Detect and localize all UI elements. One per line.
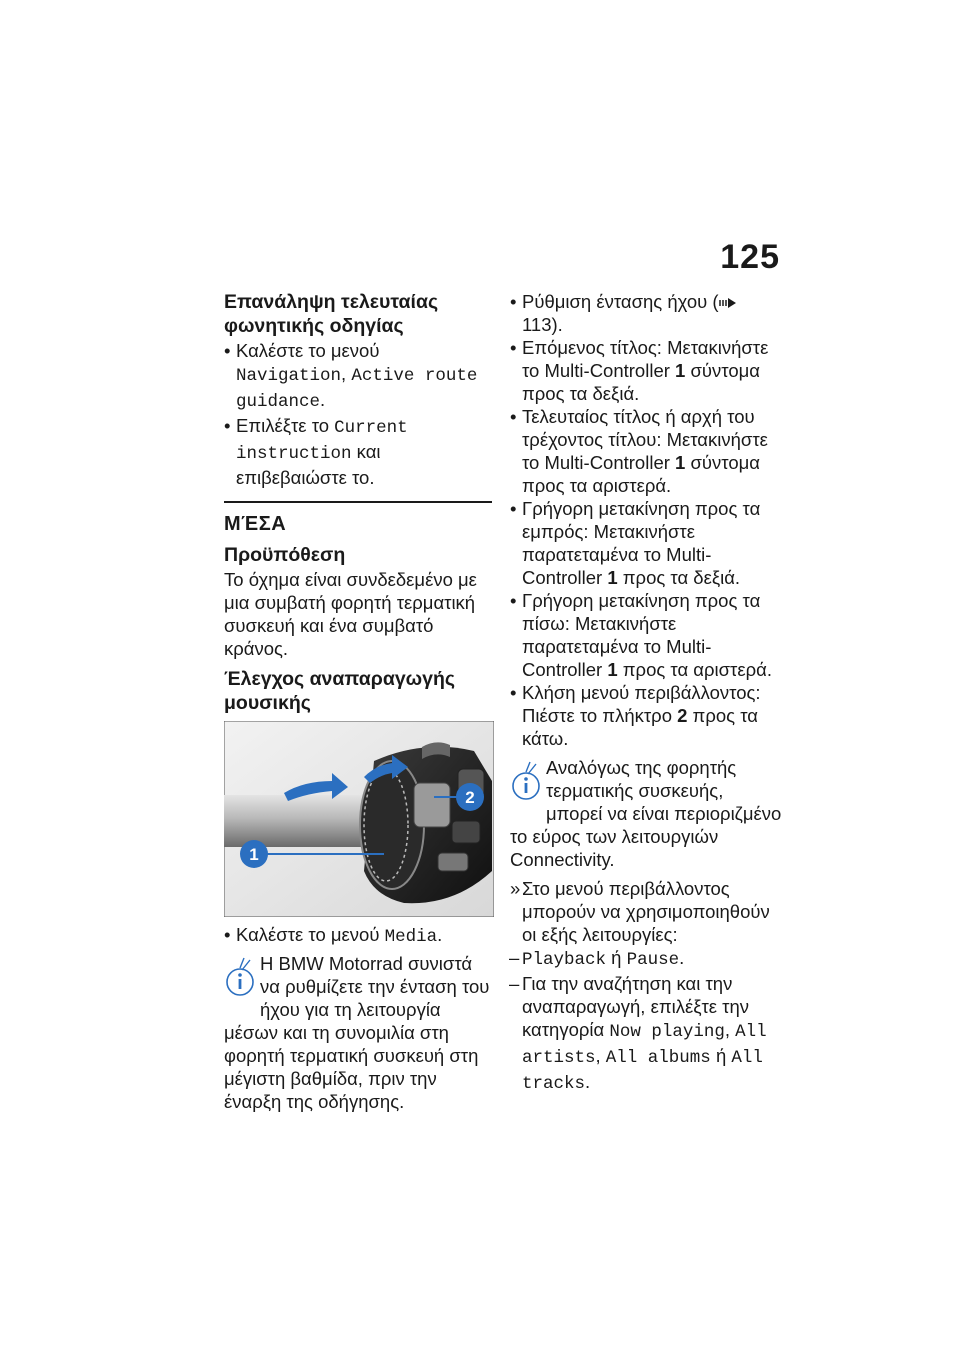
- handlebar-control-photo: [224, 721, 494, 917]
- list-item: • Καλέστε το μενού Media.: [224, 923, 492, 949]
- info-note: Η BMW Motorrad συνιστά να ρυθμίζετε την ένταση του ήχου για τη λειτουργία μέσων και τη συνομιλία στη φορητή τερματική συσκευή στη μέγιστη βαθμίδα, πριν την έναρξη της οδήγησης.: [224, 952, 492, 1113]
- list-item: • Κλήση μενού περιβάλλοντος: Πιέστε το πλήκτρο 2 προς τα κάτω.: [510, 681, 782, 750]
- list-item: – Playback ή Pause.: [510, 946, 782, 972]
- music-heading: Έλεγχος αναπαραγωγής μουσικής: [224, 668, 456, 714]
- list-item: • Καλέστε το μενού Navigation, Active route guidance.: [224, 339, 492, 414]
- list-item: • Γρήγορη μετακίνηση προς τα εμπρός: Μετακινήστε παρατεταμένα το Multi-Controller 1 προς τα δεξιά.: [510, 497, 782, 589]
- callout-2: 2: [465, 788, 475, 807]
- left-column: [224, 290, 492, 1117]
- prereq-text: Το όχημα είναι συνδεδεμένο με μια συμβατή φορητή τερματική συσκευή και ένα συμβατό κράνος.: [224, 569, 477, 659]
- right-column: [510, 290, 782, 1096]
- callout-1: 1: [249, 845, 259, 864]
- section-title: ΜΈΣΑ: [224, 513, 287, 535]
- prereq-heading: Προϋπόθεση: [224, 544, 346, 566]
- info-note: Αναλόγως της φορητής τερματικής συσκευής, μπορεί να είναι περιοριζμένο το εύρος των λειτουργιών Connectivity.: [510, 756, 782, 871]
- info-icon: [506, 760, 542, 804]
- page-number: 125: [720, 238, 780, 276]
- list-item: • Γρήγορη μετακίνηση προς τα πίσω: Μετακινήστε παρατεταμένα το Multi-Controller 1 προς τα αριστερά.: [510, 589, 782, 681]
- list-item: – Για την αναζήτηση και την αναπαραγωγή, επιλέξτε την κατηγορία Now playing, All artists, All albums ή All tracks.: [510, 972, 782, 1096]
- repeat-heading: Επανάληψη τελευταίας φωνητικής οδηγίας: [224, 291, 439, 337]
- list-item: • Ρύθμιση έντασης ήχου ( 113).: [510, 290, 782, 336]
- page-reference-icon: [719, 297, 737, 309]
- list-item: » Στο μενού περιβάλλοντος μπορούν να χρησιμοποιηθούν οι εξής λειτουργίες:: [510, 877, 782, 946]
- list-item: • Επιλέξτε το Current instruction και επιβεβαιώστε το.: [224, 414, 492, 489]
- list-item: • Τελευταίος τίτλος ή αρχή του τρέχοντος τίτλου: Μετακινήστε το Multi-Controller 1 σύντομα προς τα αριστερά.: [510, 405, 782, 497]
- list-item: • Επόμενος τίτλος: Μετακινήστε το Multi-Controller 1 σύντομα προς τα δεξιά.: [510, 336, 782, 405]
- section-divider: [224, 501, 492, 503]
- info-icon: [220, 956, 256, 1000]
